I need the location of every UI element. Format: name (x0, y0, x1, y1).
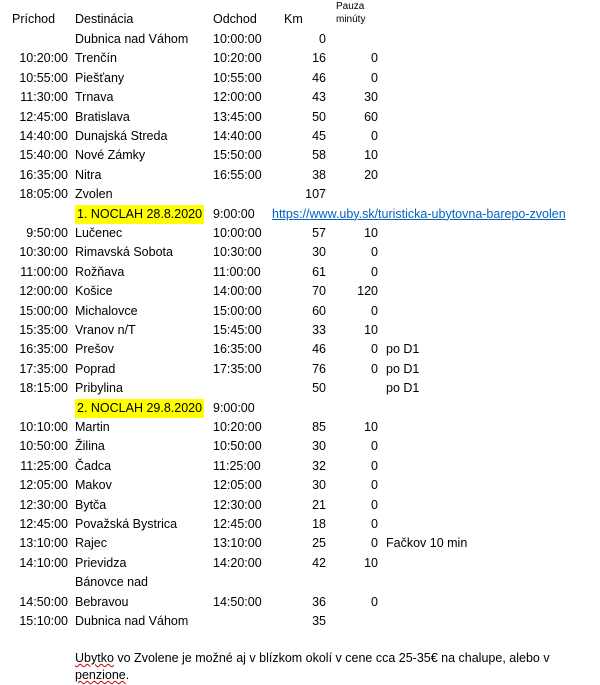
km-cell: 60 (312, 303, 326, 318)
arrival-cell: 14:10:00 (19, 555, 68, 570)
destination-cell: Čadca (75, 458, 112, 473)
departure-cell: 16:35:00 (213, 342, 262, 357)
pause-cell: 0 (371, 458, 378, 473)
departure-cell: 15:00:00 (213, 303, 262, 318)
destination-cell: Pribylina (75, 381, 123, 396)
header-pause-line2: minúty (336, 14, 366, 25)
km-cell: 50 (312, 381, 326, 396)
departure-cell: 12:30:00 (213, 497, 262, 512)
arrival-cell: 13:10:00 (19, 536, 68, 551)
departure-cell: 16:55:00 (213, 167, 262, 182)
departure-cell: 11:25:00 (213, 458, 261, 473)
km-cell: 50 (312, 109, 326, 124)
arrival-cell: 14:40:00 (19, 129, 68, 143)
arrival-cell: 11:25:00 (20, 458, 68, 473)
destination-cell: Považská Bystrica (75, 517, 178, 531)
table-row (0, 282, 600, 301)
pause-cell: 10 (364, 555, 378, 570)
departure-cell: 14:40:00 (213, 129, 262, 143)
km-cell: 42 (312, 555, 326, 570)
arrival-cell: 12:30:00 (19, 497, 68, 512)
arrival-cell: 15:10:00 (19, 614, 68, 628)
arrival-cell: 12:00:00 (19, 284, 68, 299)
destination-cell: Lučenec (75, 226, 123, 240)
km-cell: 57 (312, 226, 326, 240)
table-row (0, 515, 600, 534)
arrival-cell: 12:45:00 (19, 109, 68, 124)
table-row (0, 593, 600, 612)
destination-cell: Poprad (75, 361, 116, 376)
pause-cell: 120 (357, 284, 378, 299)
arrival-cell: 11:30:00 (20, 90, 68, 105)
arrival-cell: 16:35:00 (19, 167, 68, 182)
km-cell: 33 (312, 323, 326, 337)
table-row (0, 612, 600, 631)
departure-cell: 11:00:00 (213, 264, 261, 279)
arrival-cell: 12:45:00 (19, 517, 68, 531)
table-row (0, 496, 600, 515)
destination-cell: Dubnica nad Váhom (75, 32, 189, 46)
table-row (0, 69, 600, 88)
departure-cell: 14:00:00 (213, 284, 262, 299)
pause-cell: 0 (371, 303, 378, 318)
table-row (0, 146, 600, 165)
destination-cell: Makov (75, 478, 112, 493)
accommodation-link[interactable]: https://www.uby.sk/turisticka-ubytovna-barepo-zvolen (272, 206, 566, 221)
table-row (0, 166, 600, 185)
note-cell: po D1 (386, 381, 420, 396)
table-row (0, 243, 600, 262)
table-row (0, 379, 600, 398)
arrival-cell: 18:05:00 (19, 187, 68, 202)
arrival-cell: 12:05:00 (19, 478, 68, 493)
table-row (0, 573, 600, 592)
departure-cell: 15:50:00 (213, 148, 262, 163)
table-row (0, 263, 600, 282)
km-cell: 107 (305, 187, 326, 202)
header-pause (336, 0, 365, 26)
table-row (0, 321, 600, 340)
overnight-highlight: 2. NOCLAH 29.8.2020 (75, 399, 204, 418)
departure-cell: 9:00:00 (213, 206, 255, 221)
destination-cell: Dubnica nad Váhom (75, 614, 189, 628)
km-cell: 61 (312, 264, 326, 279)
overnight-row (0, 399, 600, 418)
departure-cell: 12:05:00 (213, 478, 262, 493)
km-cell: 38 (312, 167, 326, 182)
arrival-cell: 9:50:00 (26, 226, 68, 240)
destination-cell: Martin (75, 420, 110, 434)
destination-cell: Michalovce (75, 303, 138, 318)
departure-cell: 15:45:00 (213, 323, 262, 337)
destination-cell: Dunajská Streda (75, 129, 168, 143)
destination-cell: Rimavská Sobota (75, 245, 173, 260)
table-row (0, 127, 600, 146)
pause-cell: 0 (371, 517, 378, 531)
departure-cell: 9:00:00 (213, 400, 255, 415)
pause-cell: 0 (371, 594, 378, 609)
table-row (0, 302, 600, 321)
destination-cell: Nové Zámky (75, 148, 146, 163)
pause-cell: 0 (371, 245, 378, 260)
pause-cell: 10 (364, 323, 378, 337)
pause-cell: 0 (371, 70, 378, 85)
header-km: Km (284, 12, 303, 26)
departure-cell: 10:55:00 (213, 70, 262, 85)
table-row (0, 554, 600, 573)
km-cell: 46 (312, 342, 326, 357)
arrival-cell: 15:35:00 (19, 323, 68, 337)
km-cell: 43 (312, 90, 326, 105)
km-cell: 45 (312, 129, 326, 143)
destination-cell: Rožňava (75, 264, 125, 279)
km-cell: 25 (312, 536, 326, 551)
destination-cell: Prievidza (75, 555, 127, 570)
arrival-cell: 10:50:00 (19, 439, 68, 454)
pause-cell: 0 (371, 536, 378, 551)
pause-cell: 0 (371, 497, 378, 512)
pause-cell: 0 (371, 129, 378, 143)
destination-cell: Trnava (75, 90, 114, 105)
table-row (0, 340, 600, 359)
note-cell: po D1 (386, 342, 420, 357)
departure-cell: 10:00:00 (213, 226, 262, 240)
departure-cell: 14:50:00 (213, 594, 262, 609)
pause-cell: 0 (371, 342, 378, 357)
destination-cell: Piešťany (75, 70, 125, 85)
km-cell: 36 (312, 594, 326, 609)
table-row (0, 49, 600, 68)
arrival-cell: 10:55:00 (19, 70, 68, 85)
km-cell: 46 (312, 70, 326, 85)
pause-cell: 60 (364, 109, 378, 124)
pause-cell: 20 (364, 167, 378, 182)
departure-cell: 14:20:00 (213, 555, 262, 570)
km-cell: 16 (312, 51, 326, 66)
departure-cell: 10:00:00 (213, 32, 262, 46)
pause-cell: 30 (364, 90, 378, 105)
km-cell: 76 (312, 361, 326, 376)
table-row (0, 437, 600, 456)
pause-cell: 10 (364, 420, 378, 434)
departure-cell: 12:00:00 (213, 90, 262, 105)
destination-cell: Nitra (75, 167, 102, 182)
footer-word-ubytko: Ubytko (75, 651, 114, 665)
table-row (0, 476, 600, 495)
km-cell: 70 (312, 284, 326, 299)
destination-cell: Bebravou (75, 594, 129, 609)
footer-word-penzione: penzione (75, 668, 126, 682)
departure-cell: 10:50:00 (213, 439, 262, 454)
departure-cell: 10:20:00 (213, 51, 262, 66)
destination-cell: Žilina (75, 439, 105, 454)
destination-cell: Zvolen (75, 187, 113, 202)
arrival-cell: 18:15:00 (19, 381, 68, 396)
km-cell: 0 (319, 32, 326, 46)
table-row (0, 360, 600, 379)
table-row (0, 108, 600, 127)
km-cell: 35 (312, 614, 326, 628)
km-cell: 30 (312, 439, 326, 454)
table-row (0, 30, 600, 49)
destination-cell: Trenčín (75, 51, 117, 66)
km-cell: 18 (312, 517, 326, 531)
arrival-cell: 15:00:00 (19, 303, 68, 318)
departure-cell: 17:35:00 (213, 361, 262, 376)
km-cell: 85 (312, 420, 326, 434)
header-destination: Destinácia (75, 12, 134, 26)
arrival-cell: 10:20:00 (19, 51, 68, 66)
departure-cell: 10:20:00 (213, 420, 262, 434)
departure-cell: 10:30:00 (213, 245, 262, 260)
destination-cell: Bratislava (75, 109, 130, 124)
km-cell: 58 (312, 148, 326, 163)
destination-cell: Bánovce nad (75, 575, 148, 590)
destination-cell: Bytča (75, 497, 107, 512)
footer-text-2: . (125, 668, 130, 682)
overnight-highlight: 1. NOCLAH 28.8.2020 (75, 205, 204, 224)
departure-cell: 13:45:00 (213, 109, 262, 124)
km-cell: 30 (312, 245, 326, 260)
pause-cell: 0 (371, 51, 378, 66)
arrival-cell: 10:10:00 (19, 420, 68, 434)
departure-cell: 13:10:00 (213, 536, 262, 551)
note-cell: Fačkov 10 min (386, 536, 468, 551)
header-departure: Odchod (213, 12, 257, 26)
destination-cell: Prešov (75, 342, 114, 357)
table-row (0, 185, 600, 204)
arrival-cell: 17:35:00 (19, 361, 68, 376)
arrival-cell: 11:00:00 (20, 264, 68, 279)
destination-cell: Košice (75, 284, 113, 299)
pause-cell: 0 (371, 478, 378, 493)
header-arrival: Príchod (12, 12, 56, 26)
pause-cell: 10 (364, 226, 378, 240)
departure-cell: 12:45:00 (213, 517, 262, 531)
arrival-cell: 14:50:00 (19, 594, 68, 609)
table-row (0, 418, 600, 437)
destination-cell: Vranov n/T (75, 323, 136, 337)
table-row (0, 457, 600, 476)
km-cell: 30 (312, 478, 326, 493)
overnight-row (0, 205, 600, 224)
table-row (0, 534, 600, 553)
km-cell: 21 (312, 497, 326, 512)
arrival-cell: 15:40:00 (19, 148, 68, 163)
pause-cell: 0 (371, 264, 378, 279)
km-cell: 32 (312, 458, 326, 473)
note-cell: po D1 (386, 361, 420, 376)
footer-text-1: vo Zvolene je možné aj v blízkom okolí v cene cca 25-35€ na chalupe, alebo v (113, 651, 550, 665)
table-row (0, 88, 600, 107)
arrival-cell: 16:35:00 (19, 342, 68, 357)
header-pause-line1: Pauza (336, 1, 365, 12)
pause-cell: 10 (364, 148, 378, 163)
footer-note (75, 650, 585, 684)
table-row (0, 224, 600, 243)
arrival-cell: 10:30:00 (19, 245, 68, 260)
pause-cell: 0 (371, 439, 378, 454)
destination-cell: Rajec (75, 536, 107, 551)
pause-cell: 0 (371, 361, 378, 376)
